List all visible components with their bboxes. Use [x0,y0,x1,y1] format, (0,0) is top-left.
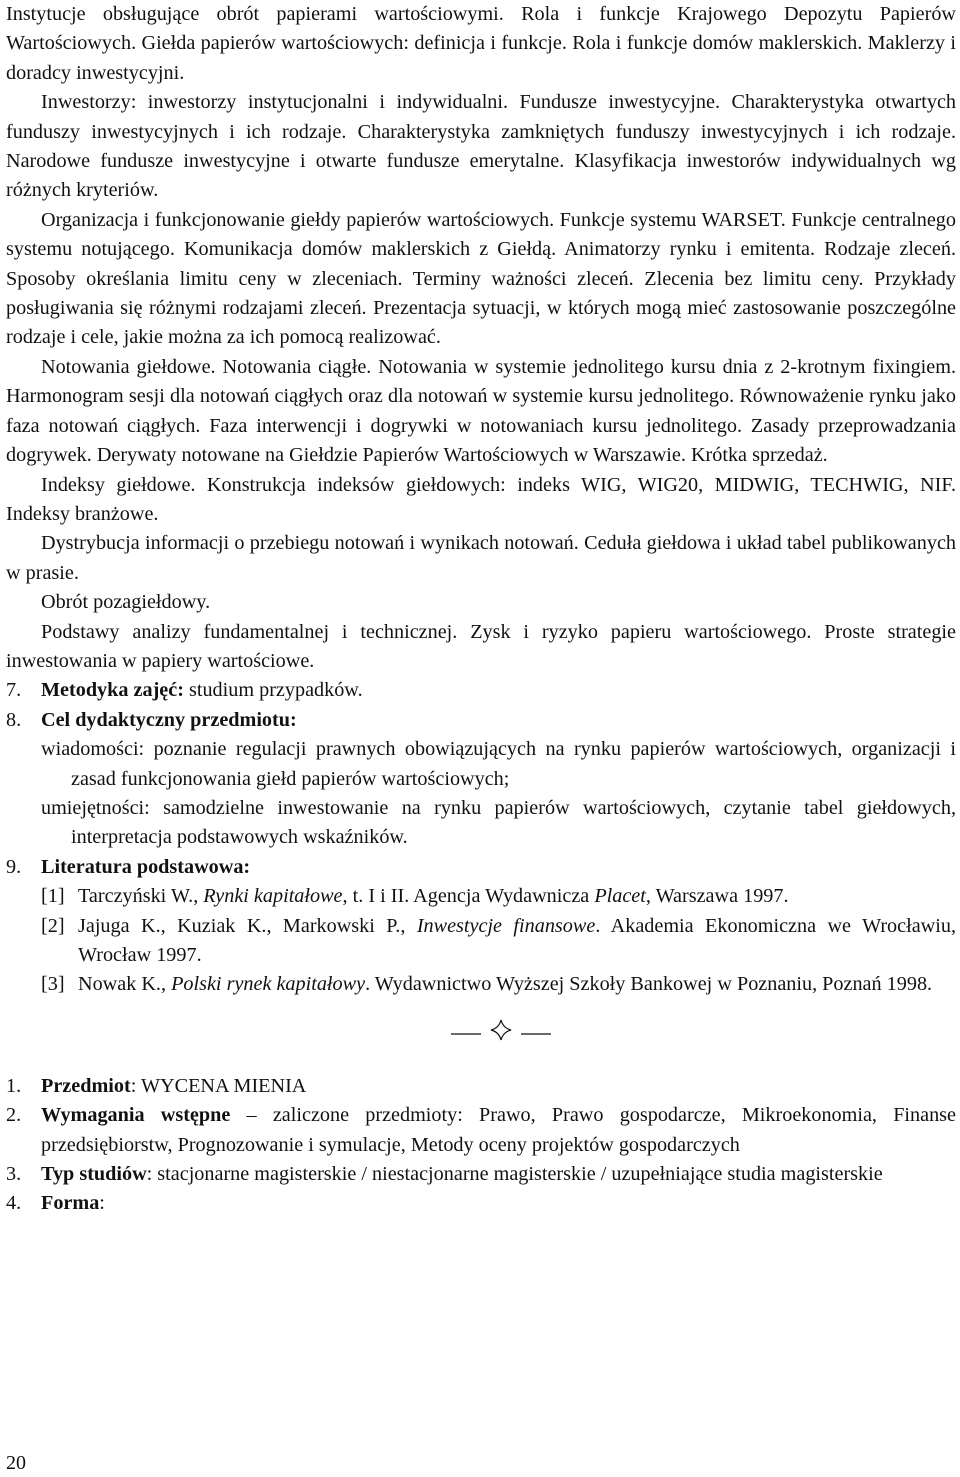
course-item-text: – zaliczone przedmioty: Prawo, Prawo gospodarcze, Mikroekonomia, Finanse przedsiębiorstw, Prognozowanie i symulacje, Metody oceny projektów gospodarczych [41,1104,956,1156]
topic-paragraph: Podstawy analizy fundamentalnej i technicznej. Zysk i ryzyko papieru wartościowego. Proste strategie inwestowania w papiery wartościowe. [6,620,956,672]
course-item-body [41,1160,956,1189]
section-methodology [6,676,956,705]
course-item-text: : [99,1192,105,1215]
section-body [41,853,956,882]
course-item-number: 4. [6,1192,22,1215]
section-label: Literatura podstawowa: [41,855,251,878]
course-item-body [41,1189,956,1218]
literature-item [6,970,956,999]
section-body [41,706,956,735]
page-number: 20 [6,1452,26,1474]
literature-title: Polski rynek kapitałowy [171,973,366,996]
course-item-number: 2. [6,1104,22,1127]
literature-entry [78,882,956,911]
course-item-body [41,1072,956,1101]
literature-author: Tarczyński W., [78,885,204,908]
literature-title: Inwestycje finansowe [416,914,596,937]
section-label: Metodyka zajęć: [41,679,184,702]
section-label: Cel dydaktyczny przedmiotu: [41,708,297,731]
literature-author: Nowak K., [78,973,172,996]
literature-entry [78,970,956,999]
course-item-label: Forma [41,1192,100,1215]
course-item-label: Przedmiot [41,1074,131,1097]
literature-entry [78,912,956,971]
literature-details: . Akademia Ekonomiczna we Wrocławiu, Wrocław 1997. [78,914,956,966]
topic-paragraph: Indeksy giełdowe. Konstrukcja indeksów giełdowych: indeks WIG, WIG20, MIDWIG, TECHWIG, NIF. Indeksy branżowe. [6,473,956,525]
course-item-label: Typ studiów [41,1163,147,1186]
topic-paragraph: Inwestorzy: inwestorzy instytucjonalni i indywidualni. Fundusze inwestycyjne. Charakterystyka otwartych funduszy inwestycyjnych i ich rodzaje. Charakterystyka zamkniętych funduszy inwestycyjnych i ich rodzaje. Narodowe fundusze inwestycyjne i otwarte fundusze emerytalne. Klasyfikacja inwestorów indywidualnych wg różnych kryteriów. [6,91,956,202]
course-item [6,1072,956,1101]
section-number: 9. [6,855,22,878]
topic-paragraph: Dystrybucja informacji o przebiegu notowań i wynikach notowań. Ceduła giełdowa i układ tabel publikowanych w prasie. [6,532,956,584]
topic-paragraph: Notowania giełdowe. Notowania ciągłe. Notowania w systemie jednolitego kursu dnia z 2-krotnym fixingiem. Harmonogram sesji dla notowań ciągłych oraz dla notowań w systemie kursu jednolitego. Równoważenie rynku jako faza notowań ciągłych. Faza interwencji i dogrywki w notowaniach kursu jednolitego. Zasady przeprowadzania dogrywek. Derywaty notowane na Giełdzie Papierów Wartościowych w Warszawie. Krótka sprzedaż. [6,355,956,467]
course-item [6,1101,956,1160]
literature-details: , t. I i II. Agencja Wydawnicza [342,885,595,908]
section-goal [6,706,956,735]
literature-details: . Wydawnictwo Wyższej Szkoły Bankowej w Poznaniu, Poznań 1998. [365,973,933,996]
goal-item-skills: umiejętności: samodzielne inwestowanie na rynku papierów wartościowych, czytanie tabel giełdowych, interpretacja podstawowych wskaźników. [41,796,956,849]
course-item-number: 1. [6,1074,22,1097]
literature-item [6,882,956,911]
literature-details: , Warszawa 1997. [645,885,789,908]
course-item-text: : stacjonarne magisterskie / niestacjonarne magisterskie / uzupełniające studia magisterskie [146,1163,883,1186]
course-item-body [41,1101,956,1160]
course-item-number: 3. [6,1163,22,1186]
section-separator [6,1018,956,1058]
document-content [6,0,956,1219]
topic-paragraph: Organizacja i funkcjonowanie giełdy papierów wartościowych. Funkcje systemu WARSET. Funkcje centralnego systemu notującego. Komunikacja domów maklerskich z Giełdą. Animatorzy rynku i emitenta. Rodzaje zleceń. Sposoby określania limitu ceny w zleceniach. Terminy ważności zleceń. Zlecenia bez limitu ceny. Przykłady posługiwania się różnymi rodzajami zleceń. Prezentacja sytuacji, w których mogą mieć zastosowanie poszczególne rodzaje i cele, jakie można za ich pomocą realizować. [6,208,956,349]
literature-publisher: Placet [594,885,646,908]
literature-item [6,912,956,971]
goal-item-knowledge: wiadomości: poznanie regulacji prawnych obowiązujących na rynku papierów wartościowych, organizacji i zasad funkcjonowania giełd papierów wartościowych; [41,738,956,790]
course-item-text: : WYCENA MIENIA [130,1074,307,1097]
literature-author: Jajuga K., Kuziak K., Markowski P., [78,914,417,937]
topic-paragraph: Obrót pozagiełdowy. [41,591,211,614]
literature-number: [2] [41,914,65,937]
section-literature [6,853,956,882]
section-text: studium przypadków. [183,679,363,702]
section-number: 7. [6,679,22,702]
section-body [41,676,956,705]
course-item [6,1160,956,1189]
literature-title: Rynki kapitałowe [203,885,343,908]
section-number: 8. [6,708,22,731]
course-item-label: Wymagania wstępne [41,1104,231,1127]
literature-number: [1] [41,885,65,908]
course-item [6,1189,956,1218]
separator-ornament-icon [451,1018,551,1042]
literature-number: [3] [41,973,65,996]
topic-paragraph: Instytucje obsługujące obrót papierami wartościowymi. Rola i funkcje Krajowego Depozytu Papierów Wartościowych. Giełda papierów wartościowych: definicja i funkcje. Rola i funkcje domów maklerskich. Maklerzy i doradcy inwestycyjni. [6,3,956,84]
